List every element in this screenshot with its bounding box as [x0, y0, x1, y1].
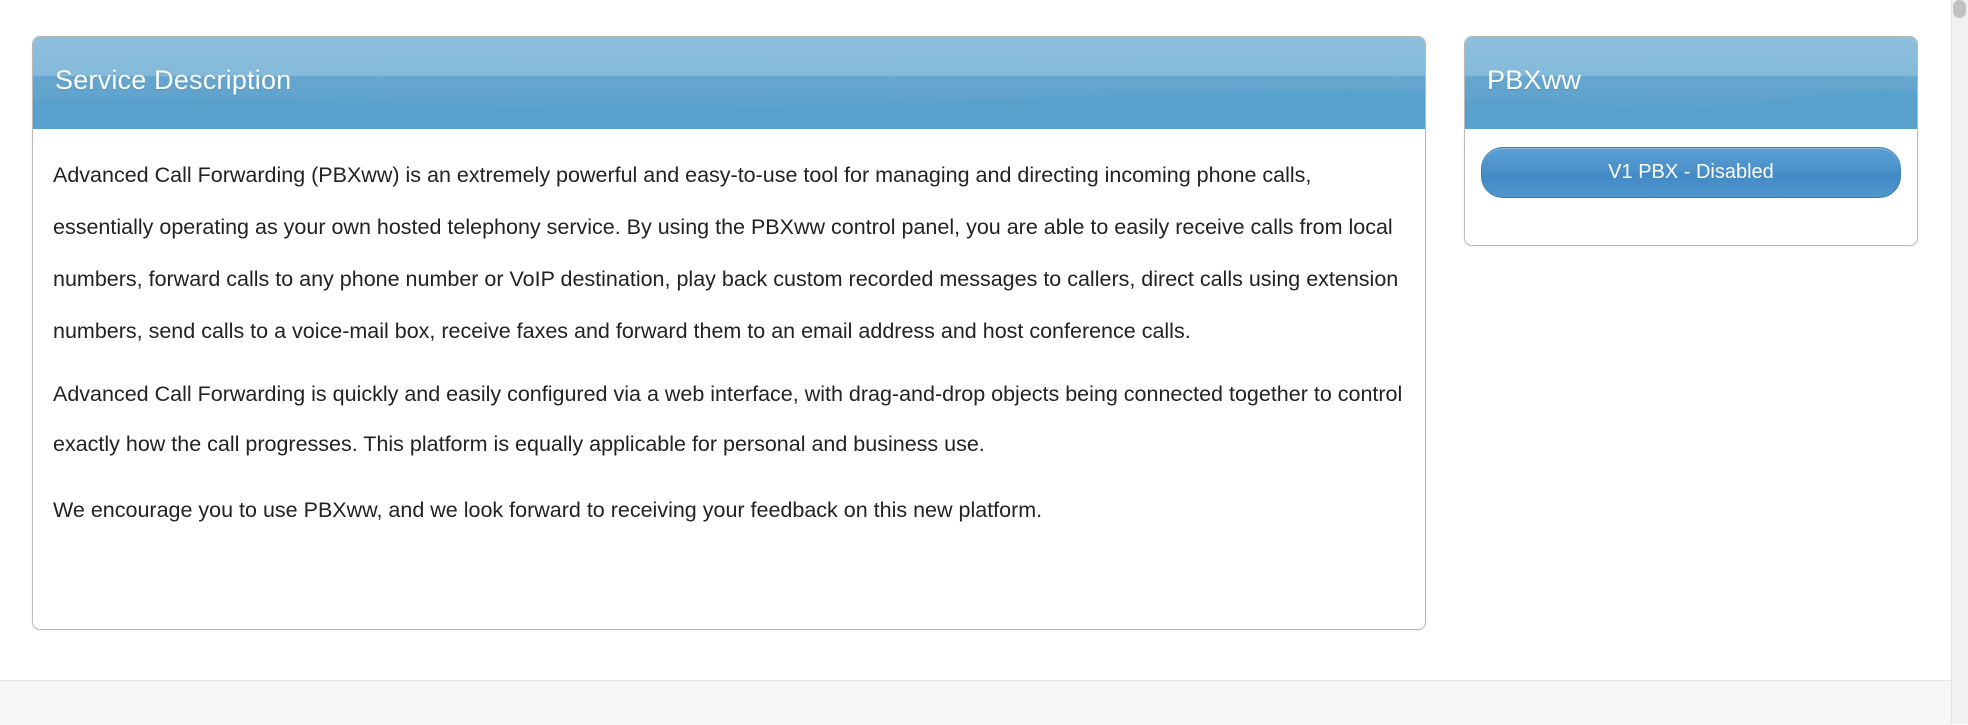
pbxww-header: [1465, 37, 1917, 129]
page-scrollbar[interactable]: [1951, 0, 1968, 724]
pbxww-body: [1465, 129, 1917, 214]
service-description-header: [33, 37, 1425, 129]
pbxww-title: PBXww: [1487, 65, 1582, 95]
service-description-body: [33, 129, 1425, 545]
v1-pbx-disabled-button[interactable]: V1 PBX - Disabled: [1481, 147, 1901, 198]
service-description-panel: [32, 36, 1426, 630]
service-description-paragraph-3: We encourage you to use PBXww, and we look forward to receiving your feedback on this new platform.: [53, 498, 1043, 522]
footer-strip: [0, 680, 1952, 725]
pbxww-panel: [1464, 36, 1918, 246]
page-scrollbar-thumb[interactable]: [1953, 0, 1966, 18]
service-description-title: Service Description: [55, 65, 292, 95]
service-description-paragraph-1: Advanced Call Forwarding (PBXww) is an extremely powerful and easy-to-use tool for managing and directing incoming phone calls, essentially operating as your own hosted telephony service. By using the PBXww control panel, you are able to easily receive calls from local numbers, forward calls to any phone number or VoIP destination, play back custom recorded messages to callers, direct calls using extension numbers, send calls to a voice-mail box, receive faxes and forward them to an email address and host conference calls.: [53, 163, 1399, 343]
service-description-paragraph-2: Advanced Call Forwarding is quickly and easily configured via a web interface, with drag-and-drop objects being connected together to control exactly how the call progresses. This platform is equally applicable for personal and business use.: [53, 382, 1403, 456]
